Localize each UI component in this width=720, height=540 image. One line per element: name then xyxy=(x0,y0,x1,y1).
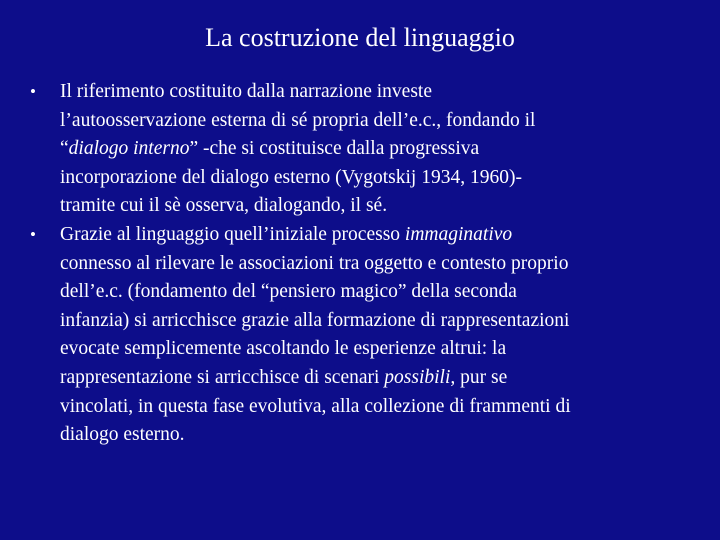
text-run: incorporazione del dialogo esterno (Vygotskij 1934, 1960)- xyxy=(60,166,522,188)
text-run: ” -che si costituisce dalla progressiva xyxy=(189,138,480,160)
text-run: dialogo esterno. xyxy=(60,424,185,446)
text-run: “ xyxy=(60,138,69,160)
bullet-text-line xyxy=(60,335,692,364)
italic-text: dialogo interno xyxy=(68,138,190,160)
text-run: pur se xyxy=(455,366,508,388)
bullet-item xyxy=(28,221,692,450)
bullet-text-line xyxy=(60,421,692,450)
italic-text: immaginativo xyxy=(404,223,513,245)
text-run: evocate semplicemente ascoltando le esperienze altrui: la xyxy=(60,338,507,360)
text-run: vincolati, in questa fase evolutiva, alla collezione di frammenti di xyxy=(60,395,571,417)
bullet-list xyxy=(28,78,692,450)
text-run: l’autoosservazione esterna di sé propria dell’e.c., fondando il xyxy=(60,109,536,131)
bullet-text-line xyxy=(60,135,692,164)
bullet-text-line xyxy=(60,364,692,393)
bullet-text-line xyxy=(60,164,692,193)
bullet-item xyxy=(28,78,692,221)
bullet-text-line xyxy=(60,278,692,307)
text-run: connesso al rilevare le associazioni tra oggetto e contesto proprio xyxy=(60,252,569,274)
text-run: infanzia) si arricchisce grazie alla formazione di rappresentazioni xyxy=(60,309,570,331)
italic-text: possibili, xyxy=(384,366,456,388)
text-run: tramite cui il sè osserva, dialogando, il sé. xyxy=(60,195,388,217)
text-run: dell’e.c. (fondamento del “pensiero magico” della seconda xyxy=(60,281,517,303)
bullet-text-line xyxy=(60,221,692,250)
text-run: Il riferimento costituito dalla narrazione investe xyxy=(60,81,432,102)
text-run: Grazie al linguaggio quell’iniziale processo xyxy=(60,223,405,245)
bullet-marker: • xyxy=(30,82,36,101)
bullet-text-line xyxy=(60,107,692,136)
bullet-marker: • xyxy=(30,224,36,244)
slide-title: La costruzione del linguaggio xyxy=(205,23,515,52)
bullet-text-line xyxy=(60,393,692,422)
bullet-text-line xyxy=(60,250,692,279)
bullet-text-line xyxy=(60,78,692,107)
bullet-text-line xyxy=(60,307,692,336)
text-run: rappresentazione si arricchisce di scenari xyxy=(60,366,385,388)
bullet-text-line xyxy=(60,192,692,221)
